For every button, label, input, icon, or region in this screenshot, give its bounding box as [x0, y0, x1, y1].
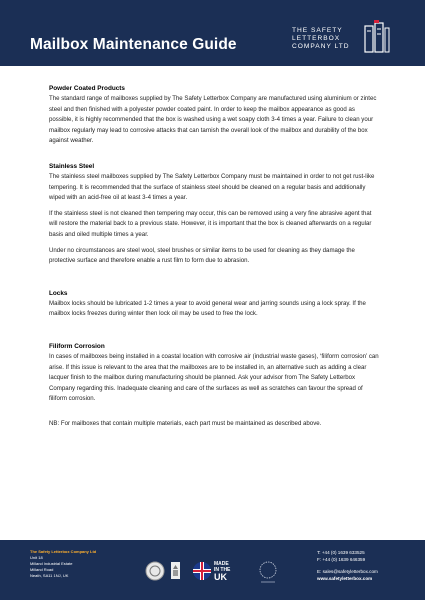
website-link[interactable]: www.safetyletterbox.com [317, 576, 373, 581]
section-heading: Filiform Corrosion [49, 342, 105, 350]
logo-line-3: COMPANY LTD [292, 43, 350, 50]
paragraph: In cases of mailboxes being installed in a coastal location with corrosive air (industrial waste gases), ‘filiform corrosion’ can arise. If this issue is relevant to the area that the mailboxes are to be installed in, an alternative such as adding a clear lacquer finish to the mailbox during manufacturing should be planned. Ask your advisor from The Safety Letterbox Company regarding this. Inadequate cleaning and care of the surfaces as well as scratches can favour the spread of filiform corrosion. [49, 352, 379, 403]
paragraph: Under no circumstances are steel wool, steel brushes or similar items to be used for cleaning as they damage the protective surface and therefore enable a rust film to form due to abrasion. [49, 246, 355, 265]
made-in-uk-badge-in-the: IN THE [214, 567, 231, 573]
footer-company-name: The Safety Letterbox Company Ltd [30, 549, 97, 554]
letterbox-logo-icon [364, 20, 390, 54]
paragraph: The stainless steel mailboxes supplied by The Safety Letterbox Company must be maintained in order to not get rust-like tempering. It is recommended that the surface of stainless steel should be cleaned on a regular basis and additionally wiped with an acid-free oil at least 3-4 times a year. [49, 172, 375, 202]
company-logo-text [292, 27, 350, 51]
paragraph: Mailbox locks should be lubricated 1-2 times a year to avoid general wear and jarring sounds using a lock spray. If the mailbox locks freezes during winter then lock oil may be used to free the lock. [49, 299, 366, 318]
crown-emblem-icon [171, 562, 180, 579]
made-in-uk-badge-uk: UK [214, 572, 227, 582]
logo-line-2: LETTERBOX [292, 35, 341, 42]
note-paragraph: NB: For mailboxes that contain multiple materials, each part must be maintained as described above. [49, 419, 322, 427]
section-locks [49, 289, 379, 320]
paragraph: If the stainless steel is not cleaned then tempering may occur, this can be removed using a very fine abrasive agent that will restore the material back to a previous state. However, it is important that the box is cleaned afterwards on a regular basis and oiled multiple times a year. [49, 209, 372, 238]
document-body [49, 84, 379, 429]
union-jack-flag-icon [193, 562, 211, 580]
section-heading: Powder Coated Products [49, 85, 125, 92]
section-powder-coated [49, 84, 379, 147]
phone-number: T: +44 (0) 1639 633525 [317, 550, 365, 555]
email-link[interactable]: E: sales@safetyletterbox.com [317, 569, 378, 574]
address-line: Neath, SA11 1NJ, UK [30, 573, 69, 578]
address-line: Milland Road [30, 567, 54, 572]
iso-certificate-badge-icon [146, 562, 164, 580]
section-heading: Stainless Steel [49, 162, 95, 170]
logo-line-1: THE SAFETY [292, 27, 343, 34]
section-stainless-steel [49, 162, 379, 267]
address-line: Unit 18 [30, 555, 43, 560]
made-in-uk-badge-made: MADE [214, 561, 229, 567]
address-line: Milland Industrial Estate [30, 561, 73, 566]
section-heading: Locks [49, 289, 68, 297]
header-banner [0, 0, 425, 66]
footer-banner [0, 540, 425, 600]
fax-number: F: +44 (0) 1639 646359 [317, 557, 366, 562]
laurel-wreath-icon [260, 562, 276, 582]
page-title: Mailbox Maintenance Guide [30, 36, 237, 53]
contact-details [317, 549, 378, 582]
paragraph: The standard range of mailboxes supplied by The Safety Letterbox Company are manufactured using aluminium or zintec steel and then finished with a polyester powder coated paint. In order to keep the mailbox appearance as good as possible, it is highly recommended that the box is washed using a wet soapy cloth 3-4 times a year. Failure to clean your mailbox regularly may lead to corrosive attacks that can tarnish the overall look of the mailbox and durability of the box against weather. [49, 95, 377, 145]
certification-badges [140, 556, 290, 586]
company-address [30, 549, 96, 579]
section-filiform-corrosion [49, 342, 379, 405]
